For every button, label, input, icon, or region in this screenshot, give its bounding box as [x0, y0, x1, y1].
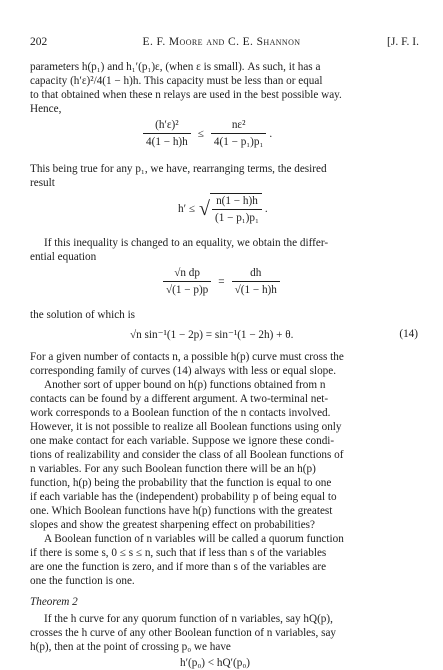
numerator: dh — [250, 267, 262, 279]
text-line: n variables. For any such Boolean function there will be an h(p) — [30, 463, 316, 475]
equation-capacity-bound — [140, 118, 272, 149]
running-head-journal: [J. F. I. — [387, 36, 419, 48]
text-line: result — [30, 177, 55, 189]
text-line: the solution of which is — [30, 309, 136, 321]
radical-sign: √ — [198, 198, 210, 220]
text-line: However, it is not possible to realize all Boolean functions using only — [30, 421, 342, 433]
page-number: 202 — [30, 36, 48, 48]
text-line: one the function is one. — [30, 575, 135, 587]
text-line: A Boolean function of n variables will be called a quorum function — [44, 533, 344, 545]
text-line: work corresponds to a Boolean function of the n contacts involved. — [30, 407, 331, 419]
relation-symbol: ≤ — [197, 127, 204, 140]
denominator: 4(1 − p₁)p₁ — [211, 133, 267, 149]
text-line: This being true for any p₁, we have, rearranging terms, the desired — [30, 163, 327, 175]
denominator: √(1 − p)p — [163, 281, 211, 297]
denominator: √(1 − h)h — [232, 281, 280, 297]
text-line: slopes and show the greatest sharpening effect on probabilities? — [30, 519, 315, 531]
text-line: parameters h(p₁) and h₁′(p₁)ε, (when ε is small). As such, it has a — [30, 61, 321, 73]
equation-14: √n sin⁻¹(1 − 2p) = sin⁻¹(1 − 2h) + θ. — [130, 329, 294, 341]
text-line: h(p), then at the point of crossing p₀ we have — [30, 641, 231, 653]
numerator: √n dp — [174, 267, 200, 279]
lhs: h′ ≤ — [178, 203, 195, 215]
text-line: corresponding family of curves (14) always with less or equal slope. — [30, 365, 337, 377]
text-line: if each variable has the (independent) probability p of being equal to — [30, 491, 337, 503]
text-line: tions of realizability and consider the class of all Boolean functions of — [30, 449, 344, 461]
equation-differential — [160, 266, 283, 297]
text-line: to that obtained when these n relays are used in the best possible way. — [30, 89, 342, 101]
numerator: n(1 − h)h — [216, 195, 258, 207]
denominator: 4(1 − h)h — [143, 133, 191, 149]
text-line: ential equation — [30, 251, 97, 263]
fraction — [232, 266, 280, 297]
running-head-authors: E. F. Moore and C. E. Shannon — [142, 36, 301, 48]
fraction — [211, 118, 267, 149]
equation-number: (14) — [399, 328, 418, 340]
numerator: nε² — [231, 119, 246, 131]
text-line: Another sort of upper bound on h(p) functions obtained from n — [44, 379, 326, 391]
relation-symbol: = — [218, 275, 225, 288]
theorem-heading: Theorem 2 — [30, 596, 78, 608]
equation-slope-bound — [178, 193, 268, 225]
numerator: (h′ε)² — [155, 119, 179, 131]
fraction — [143, 118, 191, 149]
text-line: one make contact for each variable. Suppose we ignore these condi- — [30, 435, 335, 447]
text-line: capacity (h′ε)²/4(1 − h)h. This capacity must be less than or equal — [30, 75, 323, 87]
radicand — [210, 193, 262, 225]
text-line: are one the function is zero, and if more than s of the variables are — [30, 561, 327, 573]
text-line: For a given number of contacts n, a possible h(p) curve must cross the — [30, 351, 344, 363]
text-line: If this inequality is changed to an equality, we obtain the differ- — [44, 237, 329, 249]
text-line: Hence, — [30, 103, 62, 115]
text-line: if there is some s, 0 ≤ s ≤ n, such that if less than s of the variables — [30, 547, 327, 559]
text-line: contacts can be found by a different argument. A two-terminal net- — [30, 393, 329, 405]
equation-crossing: h′(p₀) < hQ′(p₀) — [180, 657, 250, 669]
punctuation: . — [269, 127, 273, 140]
fraction — [163, 266, 211, 297]
text-line: one. Which Boolean functions have h(p) functions with the greatest — [30, 505, 333, 517]
text-line: If the h curve for any quorum function of n variables, say hQ(p), — [44, 613, 333, 625]
denominator: (1 − p₁)p₁ — [212, 209, 262, 225]
fraction — [212, 194, 262, 225]
text-line: crosses the h curve of any other Boolean function of n variables, say — [30, 627, 337, 639]
text-line: function, h(p) being the probability that the function is equal to one — [30, 477, 332, 489]
punctuation: . — [264, 203, 268, 215]
